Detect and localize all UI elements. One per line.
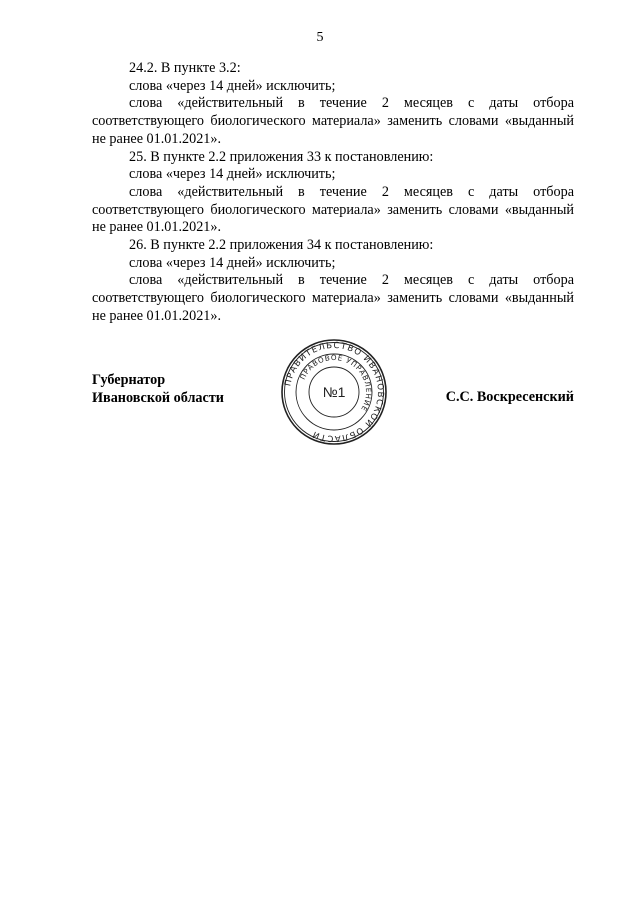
paragraph: 26. В пункте 2.2 приложения 34 к постановлению: <box>129 237 434 254</box>
paragraph: слова «через 14 дней» исключить; <box>129 166 336 183</box>
paragraph: 25. В пункте 2.2 приложения 33 к постановлению: <box>129 148 434 165</box>
paragraph: слова «действительный в течение 2 месяцев с даты отбора соответствующего биологического материала» заменить словами «выданный не ранее 01.01.2021». <box>92 95 574 147</box>
official-stamp-seal <box>279 337 389 447</box>
signatory-title-line1: Губернатор <box>92 372 166 388</box>
paragraph: слова «через 14 дней» исключить; <box>129 254 336 271</box>
stamp-center-text: №1 <box>322 384 346 400</box>
document-body <box>92 60 574 326</box>
paragraph: 24.2. В пункте 3.2: <box>129 60 241 76</box>
signatory-name: С.С. Воскресенский <box>445 389 574 405</box>
paragraph: слова «действительный в течение 2 месяцев с даты отбора соответствующего биологического материала» заменить словами «выданный не ранее 01.01.2021». <box>92 272 574 324</box>
signature-block <box>92 340 582 472</box>
stamp-outer-text: ПРАВИТЕЛЬСТВО ИВАНОВСКОЙ ОБЛАСТИ <box>283 340 386 444</box>
paragraph: слова «действительный в течение 2 месяцев с даты отбора соответствующего биологического материала» заменить словами «выданный не ранее 01.01.2021». <box>92 183 574 236</box>
page-number: 5 <box>316 30 324 45</box>
signatory-title-line2: Ивановской области <box>92 389 224 406</box>
paragraph: слова «через 14 дней» исключить; <box>129 77 336 94</box>
stamp-inner-text: ПРАВОВОЕ УПРАВЛЕНИЕ <box>297 352 374 414</box>
signatory-title <box>92 372 224 407</box>
